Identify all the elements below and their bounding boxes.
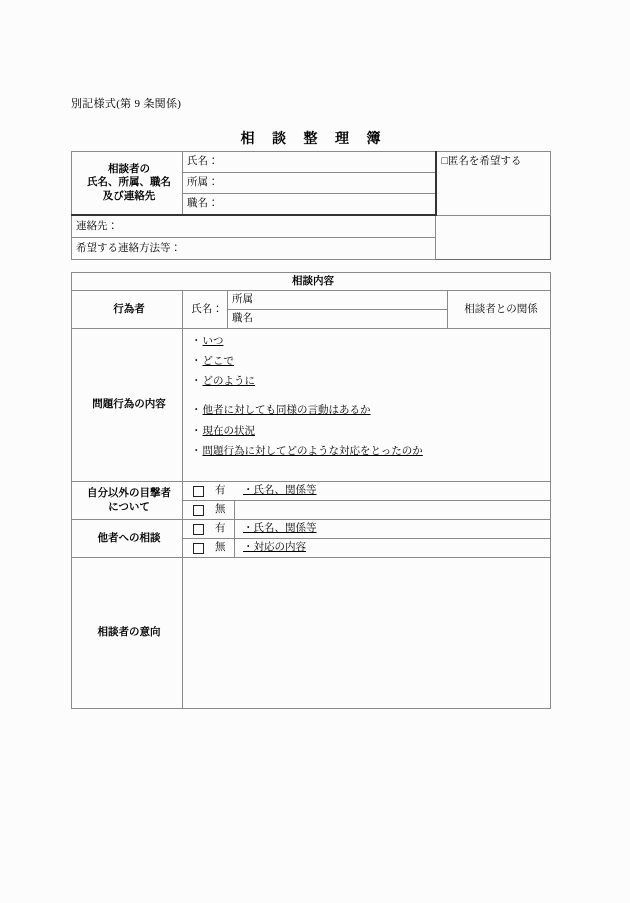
table-row xyxy=(72,215,551,238)
table-row xyxy=(72,482,551,501)
consultant-preferred-contact-field[interactable] xyxy=(72,238,436,260)
consultant-name-field[interactable] xyxy=(183,152,436,173)
witness-yes-choice[interactable] xyxy=(187,482,235,500)
witness-no-label: 無 xyxy=(215,504,226,516)
consulted-others-yes-note-field[interactable] xyxy=(235,520,550,538)
witness-label-line-1: 自分以外の目撃者 xyxy=(87,488,171,500)
table-row xyxy=(72,558,551,709)
consultant-intention-field[interactable] xyxy=(183,558,551,709)
anonymous-checkbox-icon[interactable]: □ xyxy=(441,156,448,167)
witness-yes-split xyxy=(187,482,550,500)
anonymous-request-cell[interactable] xyxy=(436,152,551,216)
witness-yes-label: 有 xyxy=(215,485,226,497)
table-row xyxy=(72,152,551,173)
consulted-others-yes-checkbox-icon[interactable] xyxy=(193,524,204,535)
form-code-label: 別記様式(第 9 条関係) xyxy=(71,98,182,110)
consulted-others-yes-row[interactable] xyxy=(183,520,551,539)
witness-yes-checkbox-icon[interactable] xyxy=(193,486,204,497)
consulted-others-no-split xyxy=(187,539,550,557)
actor-name-field[interactable] xyxy=(183,291,228,329)
consultant-position-field[interactable] xyxy=(183,194,436,216)
consulted-others-yes-split xyxy=(187,520,550,538)
list-item xyxy=(191,404,550,417)
actor-position-field[interactable] xyxy=(228,310,448,329)
table-row xyxy=(72,273,551,291)
actor-row-label: 行為者 xyxy=(72,291,183,329)
witness-no-checkbox-icon[interactable] xyxy=(193,505,204,516)
consultant-label-line-2: 氏名、所属、職名 xyxy=(87,177,171,189)
witness-label-line-2: について xyxy=(108,501,150,513)
consultant-position-label: 職名： xyxy=(187,198,219,210)
list-item xyxy=(191,425,550,438)
problem-behavior-row-label: 問題行為の内容 xyxy=(72,329,183,482)
list-item xyxy=(191,375,550,388)
problem-prompt-current-status: 現在の状況 xyxy=(202,425,255,437)
witness-no-note-field[interactable] xyxy=(235,501,550,519)
problem-prompt-where: どこで xyxy=(202,356,234,368)
problem-behavior-field[interactable] xyxy=(183,329,551,482)
actor-affiliation-field[interactable] xyxy=(228,291,448,310)
consultant-info-table xyxy=(71,151,551,260)
consultant-contact-field[interactable] xyxy=(72,215,436,238)
bullet-glyph: ・ xyxy=(191,425,202,437)
witness-no-row[interactable] xyxy=(183,501,551,520)
actor-relation-field[interactable] xyxy=(448,291,551,329)
list-spacer xyxy=(191,395,550,404)
list-item xyxy=(191,445,550,458)
consulted-others-yes-note-label: ・氏名、関係等 xyxy=(243,523,317,535)
consultant-label-line-3: 及び連絡先 xyxy=(102,190,156,202)
table-row xyxy=(72,329,551,482)
problem-prompt-others: 他者に対しても同様の言動はあるか xyxy=(202,405,371,417)
consultant-affiliation-label: 所属： xyxy=(187,177,219,189)
problem-prompt-how: どのように xyxy=(202,376,255,388)
table-row xyxy=(72,520,551,539)
bullet-glyph: ・ xyxy=(191,356,202,368)
problem-behavior-prompt-list xyxy=(187,329,550,473)
consultation-content-table xyxy=(71,272,551,709)
consultant-name-label: 氏名： xyxy=(187,156,219,168)
witness-yes-note-field[interactable] xyxy=(235,482,550,500)
witness-yes-note-label: ・氏名、関係等 xyxy=(243,485,317,497)
consulted-others-row-label: 他者への相談 xyxy=(72,520,183,558)
bullet-glyph: ・ xyxy=(191,445,202,457)
consultant-label-line-1: 相談者の xyxy=(108,164,150,176)
bullet-glyph: ・ xyxy=(191,405,202,417)
consultant-info-row-label xyxy=(72,152,183,216)
consulted-others-no-note-field[interactable] xyxy=(235,539,550,557)
table-row xyxy=(72,291,551,310)
witness-no-choice[interactable] xyxy=(187,501,235,519)
consulted-others-no-label: 無 xyxy=(215,542,226,554)
consulted-others-no-choice[interactable] xyxy=(187,539,235,557)
page-title: 相 談 整 理 簿 xyxy=(240,132,388,147)
consultant-affiliation-field[interactable] xyxy=(183,173,436,194)
consultant-contact-label: 連絡先： xyxy=(76,220,118,232)
witness-row-label xyxy=(72,482,183,520)
consulted-others-yes-choice[interactable] xyxy=(187,520,235,538)
actor-relation-label: 相談者との関係 xyxy=(464,303,538,315)
bullet-glyph: ・ xyxy=(191,336,202,347)
consulted-others-no-checkbox-icon[interactable] xyxy=(193,543,204,554)
consulted-others-no-row[interactable] xyxy=(183,539,551,558)
consulted-others-yes-label: 有 xyxy=(215,523,226,535)
actor-name-label: 氏名： xyxy=(191,303,223,315)
consultant-preferred-contact-label: 希望する連絡方法等： xyxy=(76,242,181,254)
witness-yes-row[interactable] xyxy=(183,482,551,501)
consulted-others-no-note-label: ・対応の内容 xyxy=(243,542,306,554)
problem-prompt-response-taken: 問題行為に対してどのような対応をとったのか xyxy=(202,445,423,457)
bullet-glyph: ・ xyxy=(191,376,202,388)
consultation-content-heading: 相談内容 xyxy=(72,273,551,291)
list-item xyxy=(191,335,550,348)
anonymous-request-label: 匿名を希望する xyxy=(447,156,522,167)
list-item xyxy=(191,355,550,368)
actor-position-label: 職名 xyxy=(232,313,253,325)
table-row xyxy=(72,238,551,260)
problem-prompt-when: いつ xyxy=(202,336,224,347)
consultant-intention-row-label: 相談者の意向 xyxy=(72,558,183,709)
actor-affiliation-label: 所属 xyxy=(232,294,253,306)
witness-no-split xyxy=(187,501,550,519)
